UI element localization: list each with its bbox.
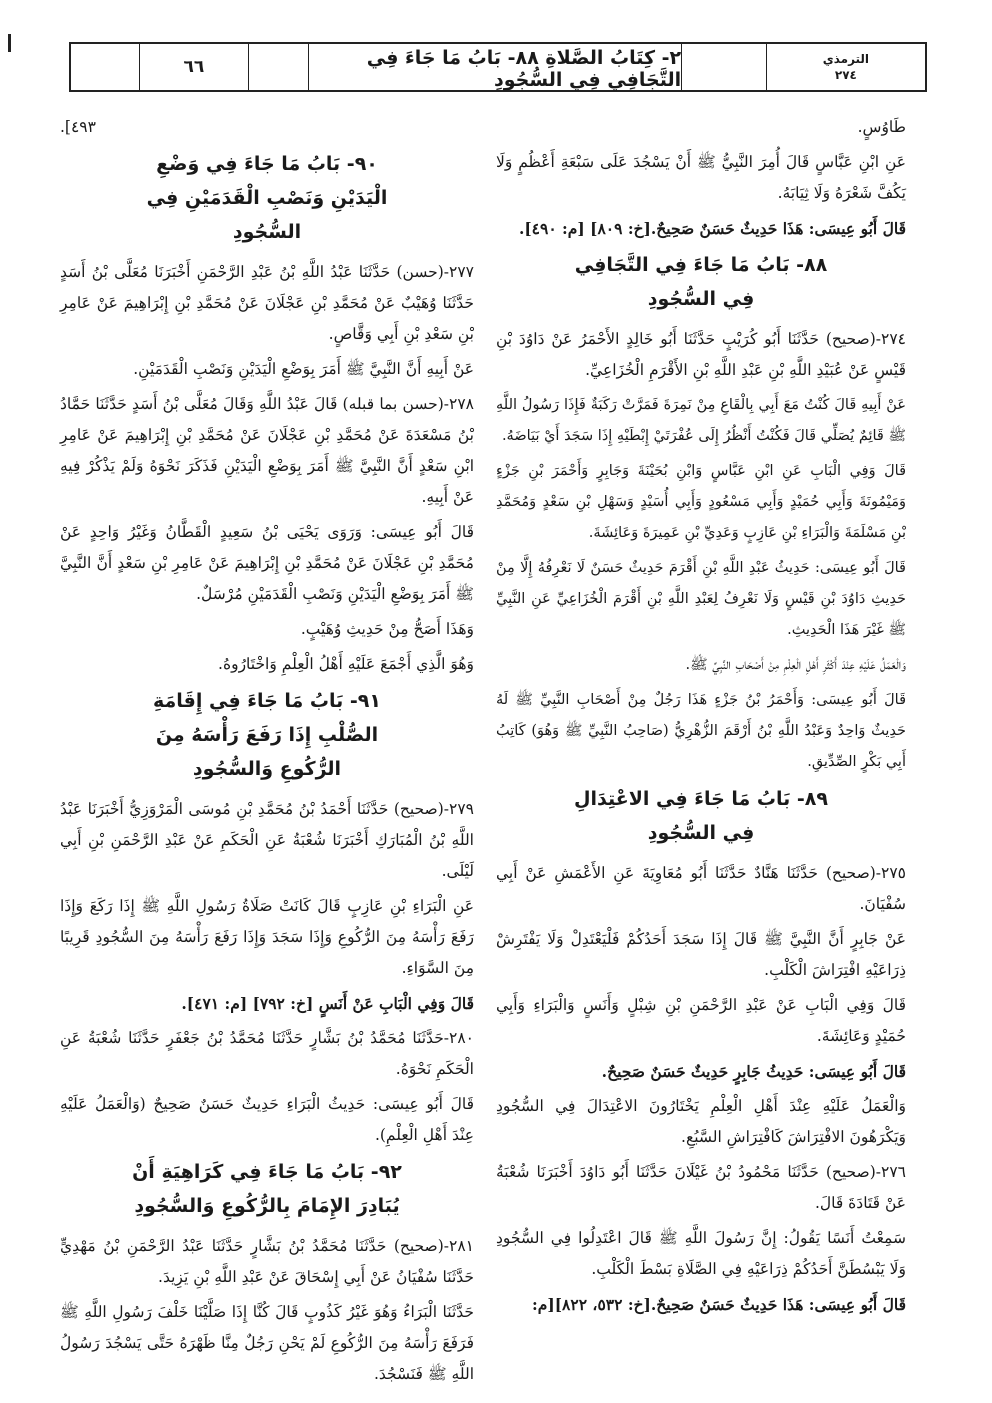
- paragraph: عَنْ أَبِيهِ قَالَ كُنْتُ مَعَ أَبِي بِالْقَاعِ مِنْ نَمِرَةَ فَمَرَّتْ رَكَبَةٌ فَإِذَا رَسُولُ اللَّهِ ﷺ قَائِمٌ يُصَلِّي قَالَ فَكُنْتُ أَنْظُرُ إِلَى عُفْرَتَيْ إِبْطَيْهِ إِذَا سَجَدَ أَيْ بَيَاضَهُ.: [496, 397, 906, 444]
- paragraph: وَالْعَمَلُ عَلَيْهِ عِنْدَ أَهْلِ الْعِلْمِ يَخْتَارُونَ الاعْتِدَالَ فِي السُّجُودِ وَيَكْرَهُونَ الافْتِرَاشَ كَافْتِرَاشِ السَّبُعِ.: [496, 1097, 906, 1146]
- page-number: ٦٦: [139, 44, 248, 90]
- hadith-280: ٢٨٠-حَدَّثَنَا مُحَمَّدُ بْنُ بَشَّارٍ حَدَّثَنَا مُحَمَّدُ بْنُ جَعْفَرٍ حَدَّثَنَا شُعْبَةُ عَنِ الْحَكَمِ نَحْوَهُ.: [60, 1029, 474, 1078]
- hadith-278: ٢٧٨-(حسن بما قبله) قَالَ عَبْدُ اللَّهِ وَقَالَ مُعَلَّى بْنُ أَسَدٍ حَدَّثَنَا حَمَّادُ بْنُ مَسْعَدَةَ عَنْ مُحَمَّدِ بْنِ عَجْلَانَ عَنْ مُحَمَّدِ بْنِ إِبْرَاهِيمَ عَنْ عَامِرِ ابْنِ سَعْدٍ أَنَّ النَّبِيَّ ﷺ أَمَرَ بِوَضْعِ الْيَدَيْنِ فَذَكَرَ نَحْوَهُ وَلَمْ يَذْكُرْ فِيهِ عَنْ أَبِيهِ.: [60, 395, 474, 506]
- chapter-heading-89: [496, 782, 906, 850]
- left-column: [60, 112, 474, 1394]
- paragraph: قَالَ وَفِي الْبَابِ عَنِ ابْنِ عَبَّاسٍ وَابْنِ بُحَيْنَةَ وَجَابِرٍ وَأَحْمَرَ بْنِ جَزْءٍ وَمَيْمُونَةَ وَأَبِي حُمَيْدٍ وَأَبِي مَسْعُودٍ وَأَبِي أُسَيْدٍ وَسَهْلِ بْنِ سَعْدٍ وَمُحَمَّدِ بْنِ مَسْلَمَةَ وَالْبَرَاءِ بْنِ عَازِبٍ وَعَدِيِّ بْنِ عَمِيرَةَ وَعَائِشَةَ.: [496, 463, 906, 541]
- paragraph: طَاوُسٍ.: [857, 118, 906, 136]
- chapter-heading-92: [60, 1155, 474, 1223]
- heading-line: ٩١- بَابُ مَا جَاءَ فِي إِقَامَةِ: [152, 690, 381, 712]
- hadith-277: ٢٧٧-(حسن) حَدَّثَنَا عَبْدُ اللَّهِ بْنُ عَبْدِ الرَّحْمَنِ أَخْبَرَنَا مُعَلَّى بْنُ أَسَدٍ حَدَّثَنَا وُهَيْبٌ عَنْ مُحَمَّدِ بْنِ عَجْلَانَ عَنْ مُحَمَّدِ بْنِ إِبْرَاهِيمَ عَنْ عَامِرِ بْنِ سَعْدِ بْنِ أَبِي وَقَّاصٍ.: [60, 263, 474, 343]
- paragraph: وَهُوَ الَّذِي أَجْمَعَ عَلَيْهِ أَهْلُ الْعِلْمِ وَاخْتَارُوهُ.: [218, 655, 474, 673]
- paragraph: سَمِعْتُ أَنَسًا يَقُولُ: إِنَّ رَسُولَ اللَّهِ ﷺ قَالَ اعْتَدِلُوا فِي السُّجُودِ وَلَا يَبْسُطَنَّ أَحَدُكُمْ ذِرَاعَيْهِ فِي الصَّلَاةِ بَسْطَ الْكَلْبِ.: [496, 1229, 906, 1278]
- heading-line: السُّجُودِ: [232, 221, 302, 243]
- paragraph: قَالَ أَبُو عِيسَى: حَدِيثُ الْبَرَاءِ حَدِيثٌ حَسَنٌ صَحِيحٌ (وَالْعَمَلُ عَلَيْهِ عِنْدَ أَهْلِ الْعِلْمِ).: [60, 1095, 474, 1144]
- paragraph: وَهَذَا أَصَحُّ مِنْ حَدِيثِ وُهَيْبٍ.: [300, 620, 474, 638]
- right-column: [496, 112, 906, 1324]
- hadith-281: ٢٨١-(صحيح) حَدَّثَنَا مُحَمَّدُ بْنُ بَشَّارٍ حَدَّثَنَا عَبْدُ الرَّحْمَنِ بْنُ مَهْدِيٍّ حَدَّثَنَا سُفْيَانُ عَنْ أَبِي إِسْحَاقَ عَنْ عَبْدِ اللَّهِ بْنِ يَزِيدَ.: [60, 1237, 474, 1286]
- hadith-279: ٢٧٩-(صحيح) حَدَّثَنَا أَحْمَدُ بْنُ مُحَمَّدِ بْنِ مُوسَى الْمَرْوَزِيُّ أَخْبَرَنَا عَبْدُ اللَّهِ بْنُ الْمُبَارَكِ أَخْبَرَنَا شُعْبَةُ عَنِ الْحَكَمِ عَنْ عَبْدِ الرَّحْمَنِ بْنِ أَبِي لَيْلَى.: [60, 800, 474, 880]
- hadith-276: ٢٧٦-(صحيح) حَدَّثَنَا مَحْمُودُ بْنُ غَيْلَانَ حَدَّثَنَا أَبُو دَاوُدَ أَخْبَرَنَا شُعْبَةُ عَنْ قَتَادَةَ قَالَ.: [496, 1163, 906, 1212]
- header-series-name: الترمذي: [822, 52, 870, 66]
- heading-line: فِي السُّجُودِ: [647, 822, 755, 844]
- paragraph: عَنْ أَبِيهِ أَنَّ النَّبِيَّ ﷺ أَمَرَ بِوَضْعِ الْيَدَيْنِ وَنَصْبِ الْقَدَمَيْنِ.: [133, 360, 474, 378]
- heading-line: ٩٢- بَابُ مَا جَاءَ فِي كَرَاهِيَةِ أَنْ: [132, 1161, 402, 1183]
- header-empty-cell: [248, 44, 308, 90]
- paragraph: عَنْ جَابِرٍ أَنَّ النَّبِيَّ ﷺ قَالَ إِذَا سَجَدَ أَحَدُكُمْ فَلْيَعْتَدِلْ وَلَا يَفْتَرِشْ ذِرَاعَيْهِ افْتِرَاشَ الْكَلْبِ.: [496, 930, 906, 979]
- header-empty-cell: [681, 44, 766, 90]
- heading-line: يُبَادِرَ الإِمَامَ بِالرُّكُوعِ وَالسُّجُودِ: [134, 1195, 400, 1217]
- heading-line: ٩٠- بَابُ مَا جَاءَ فِي وَضْعِ: [156, 153, 378, 175]
- reference-continuation: ٤٩٣].: [60, 118, 96, 136]
- paragraph: قَالَ وَفِي الْبَابِ عَنْ أَنَسٍ [خ: ٧٩٢] [م: ٤٧١].: [181, 994, 474, 1013]
- header-empty-cell: [71, 44, 139, 90]
- chapter-heading-91: [60, 684, 474, 786]
- paragraph: وَالْعَمَلُ عَلَيْهِ عِنْدَ أَكْثَرِ أَهْلِ الْعِلْمِ مِنْ أَصْحَابِ النَّبِيِّ ﷺ.: [685, 657, 906, 673]
- paragraph: حَدَّثَنَا الْبَرَاءُ وَهُوَ غَيْرُ كَذُوبٍ قَالَ كُنَّا إِذَا صَلَّيْنَا خَلْفَ رَسُولِ اللَّهِ ﷺ فَرَفَعَ رَأْسَهُ مِنَ الرُّكُوعِ لَمْ يَحْنِ رَجُلٌ مِنَّا ظَهْرَهُ حَتَّى يَسْجُدَ رَسُولُ اللَّهِ ﷺ فَنَسْجُدَ.: [60, 1303, 474, 1383]
- heading-line: الرُّكُوعِ وَالسُّجُودِ: [192, 758, 342, 780]
- chapter-heading-90: [60, 147, 474, 249]
- paragraph: قَالَ وَفِي الْبَابِ عَنْ عَبْدِ الرَّحْمَنِ بْنِ شِبْلٍ وَأَنَسٍ وَالْبَرَاءِ وَأَبِي حُمَيْدٍ وَعَائِشَةَ.: [496, 996, 906, 1045]
- heading-line: فِي السُّجُودِ: [647, 288, 755, 310]
- paragraph: قَالَ أَبُو عِيسَى: حَدِيثُ جَابِرٍ حَدِيثٌ حَسَنٌ صَحِيحٌ.: [601, 1062, 906, 1081]
- heading-line: الْيَدَيْنِ وَنَصْبِ الْقَدَمَيْنِ فِي: [146, 187, 388, 209]
- paragraph: قَالَ أَبُو عِيسَى: وَرَوَى يَحْيَى بْنُ سَعِيدٍ الْقَطَّانُ وَغَيْرُ وَاحِدٍ عَنْ مُحَمَّدِ بْنِ عَجْلَانَ عَنْ مُحَمَّدِ بْنِ إِبْرَاهِيمَ عَنْ عَامِرِ بْنِ سَعْدٍ أَنَّ النَّبِيَّ ﷺ أَمَرَ بِوَضْعِ الْيَدَيْنِ وَنَصْبِ الْقَدَمَيْنِ مُرْسَلٌ.: [60, 523, 474, 603]
- header-series: [766, 44, 925, 90]
- heading-line: الصُّلْبِ إِذَا رَفَعَ رَأْسَهُ مِنَ: [155, 724, 379, 746]
- hadith-275: ٢٧٥-(صحيح) حَدَّثَنَا هَنَّادٌ حَدَّثَنَا أَبُو مُعَاوِيَةَ عَنِ الأَعْمَشِ عَنْ أَبِي سُفْيَانَ.: [496, 864, 906, 913]
- hadith-274: ٢٧٤-(صحيح) حَدَّثَنَا أَبُو كُرَيْبٍ حَدَّثَنَا أَبُو خَالِدٍ الأَحْمَرُ عَنْ دَاوُدَ بْنِ قَيْسٍ عَنْ عُبَيْدِ اللَّهِ بْنِ عَبْدِ اللَّهِ بْنِ الأَقْرَمِ الْخُزَاعِيِّ.: [496, 330, 906, 379]
- paragraph: عَنِ ابْنِ عَبَّاسٍ قَالَ أُمِرَ النَّبِيُّ ﷺ أَنْ يَسْجُدَ عَلَى سَبْعَةِ أَعْظُمٍ وَلَا يَكُفَّ شَعْرَهُ وَلَا ثِيَابَهُ.: [496, 153, 906, 202]
- header-series-number: ٢٧٤: [834, 68, 857, 82]
- paragraph: عَنِ الْبَرَاءِ بْنِ عَازِبٍ قَالَ كَانَتْ صَلَاةُ رَسُولِ اللَّهِ ﷺ إِذَا رَكَعَ وَإِذَا رَفَعَ رَأْسَهُ مِنَ الرُّكُوعِ وَإِذَا سَجَدَ وَإِذَا رَفَعَ رَأْسَهُ مِنَ السُّجُودِ قَرِيبًا مِنَ السَّوَاءِ.: [60, 897, 474, 977]
- paragraph: قَالَ أَبُو عِيسَى: هَذَا حَدِيثٌ حَسَنٌ صَحِيحٌ.[خ: ٨٠٩] [م: ٤٩٠].: [518, 219, 906, 238]
- paragraph: قَالَ أَبُو عِيسَى: حَدِيثُ عَبْدِ اللَّهِ بْنِ أَقْرَمَ حَدِيثٌ حَسَنٌ لَا نَعْرِفُهُ إِلَّا مِنْ حَدِيثِ دَاوُدَ بْنِ قَيْسٍ وَلَا نَعْرِفُ لِعَبْدِ اللَّهِ بْنِ أَقْرَمَ الْخُزَاعِيِّ عَنِ النَّبِيِّ ﷺ غَيْرَ هَذَا الْحَدِيثِ.: [496, 560, 906, 638]
- chapter-heading-88: [496, 248, 906, 316]
- header-chapter-title: ٢- كِتَابُ الصَّلاةِ ٨٨- بَابُ مَا جَاءَ فِي التَّجَافِي فِي السُّجُودِ: [308, 44, 681, 90]
- heading-line: ٨٩- بَابُ مَا جَاءَ فِي الاعْتِدَالِ: [574, 788, 828, 810]
- heading-line: ٨٨- بَابُ مَا جَاءَ فِي التَّجَافِي: [574, 254, 828, 276]
- paragraph: قَالَ أَبُو عِيسَى: وَأَحْمَرُ بْنُ جَزْءٍ هَذَا رَجُلٌ مِنْ أَصْحَابِ النَّبِيِّ ﷺ لَهُ حَدِيثٌ وَاحِدٌ وَعَبْدُ اللَّهِ بْنُ أَرْقَمَ الزُّهْرِيُّ (صَاحِبُ النَّبِيِّ ﷺ وَهُوَ) كَاتِبُ أَبِي بَكْرٍ الصِّدِّيقِ.: [496, 692, 906, 770]
- page-edge-mark: [8, 34, 11, 52]
- paragraph: قَالَ أَبُو عِيسَى: هَذَا حَدِيثٌ حَسَنٌ صَحِيحٌ.[خ: ٥٣٢، ٨٢٢][م:: [532, 1295, 906, 1314]
- running-header: [69, 42, 927, 92]
